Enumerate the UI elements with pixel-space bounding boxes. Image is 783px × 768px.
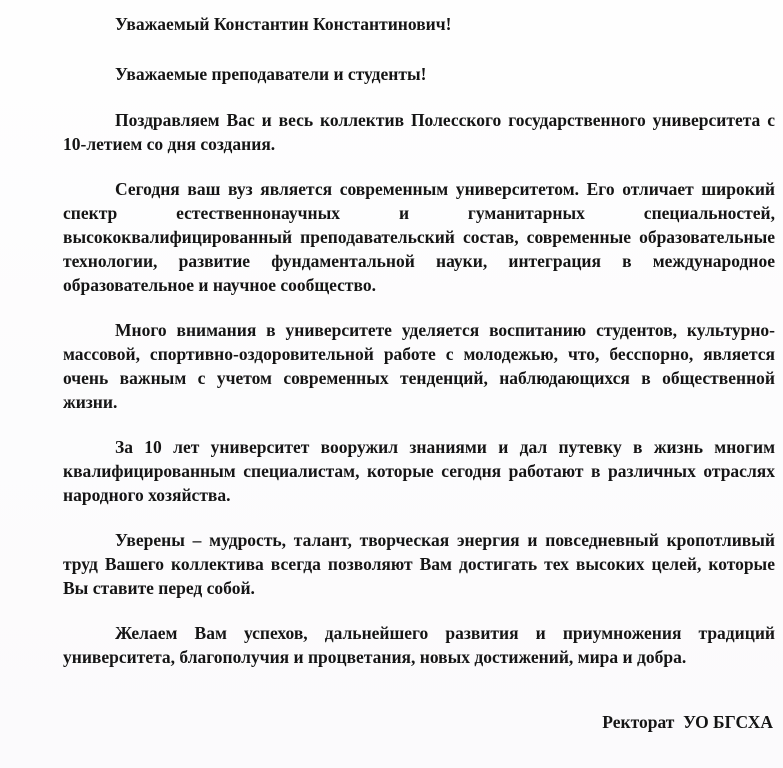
signature: Ректорат УО БГСХА	[602, 712, 773, 732]
salutation-rector: Уважаемый Константин Константинович!	[115, 14, 452, 34]
paragraph-congratulation: Поздравляем Вас и весь коллектив Полесского государственного университета с 10-летием со дня создания.	[63, 110, 775, 154]
paragraph-student-education: Много внимания в университете уделяется воспитанию студентов, культурно-массовой, спортивно-оздоровительной работе с молодежью, что, бесспорно, является очень важным с учетом современных тенденций, наблюдающихся в общественной жизни.	[63, 320, 775, 412]
paragraph-university-today: Сегодня ваш вуз является современным университетом. Его отличает широкий спектр естественнонаучных и гуманитарных специальностей, высококвалифицированный преподавательский состав, современные образовательные технологии, развитие фундаментальной науки, интеграция в международное образовательное и научное сообщество.	[63, 179, 775, 295]
paragraph-ten-years: За 10 лет университет вооружил знаниями и дал путевку в жизнь многим квалифицированным специалистам, которые сегодня работают в различных отраслях народного хозяйства.	[63, 437, 775, 505]
paragraph-wishes: Желаем Вам успехов, дальнейшего развития и приумножения традиций университета, благополучия и процветания, новых достижений, мира и добра.	[63, 623, 775, 667]
letter-body	[63, 12, 775, 690]
salutation-staff-students: Уважаемые преподаватели и студенты!	[115, 64, 427, 84]
paragraph-confidence: Уверены – мудрость, талант, творческая энергия и повседневный кропотливый труд Вашего коллектива всегда позволяют Вам достигать тех высоких целей, которые Вы ставите перед собой.	[63, 530, 775, 598]
